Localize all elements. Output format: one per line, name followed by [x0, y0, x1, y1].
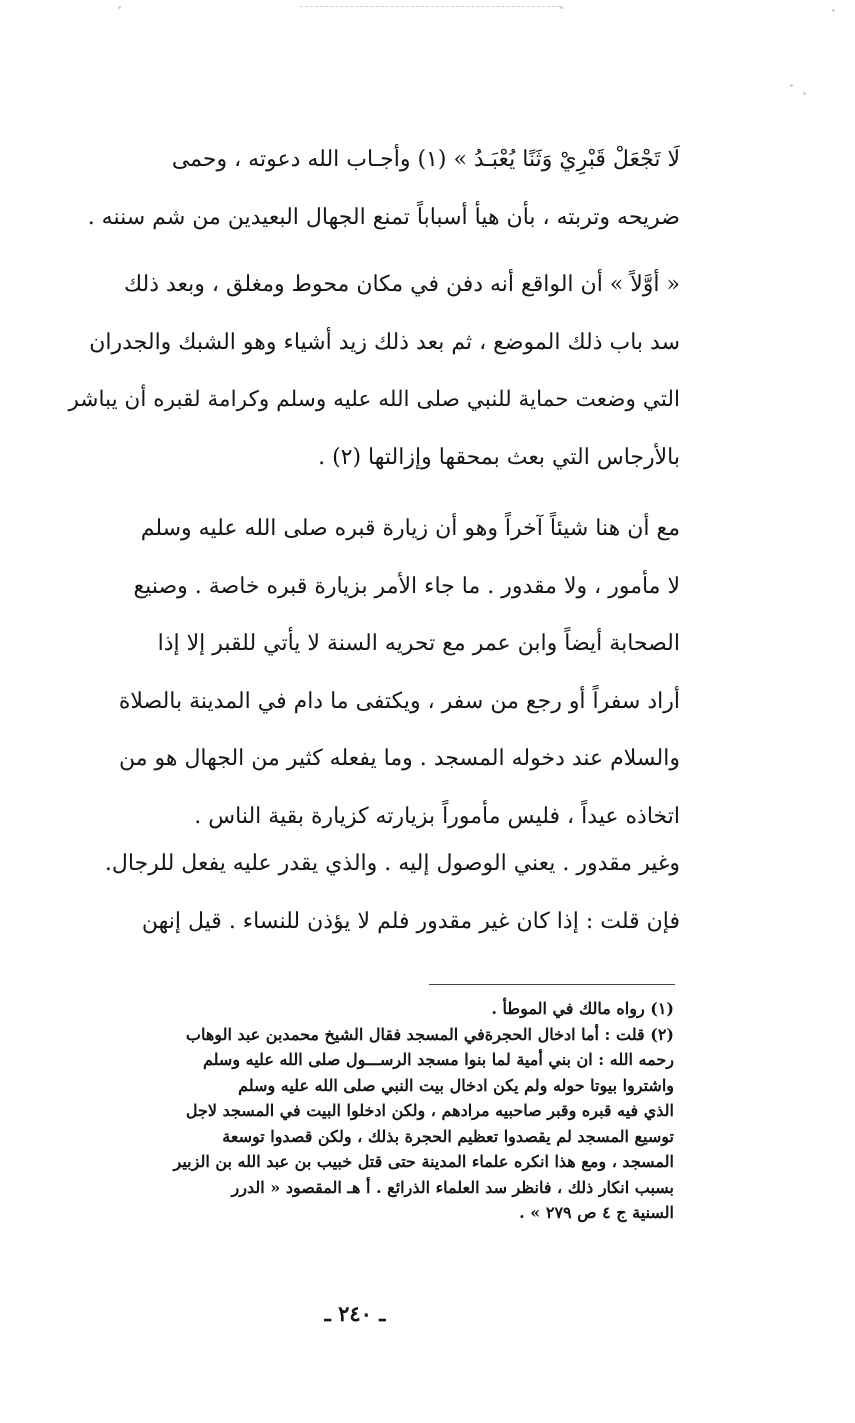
paragraph-2	[62, 256, 680, 486]
footnote-line: واشتروا بيوتا حوله ولم يكن ادخال بيت النبي صلى الله عليه وسلم	[238, 1075, 674, 1095]
footnote-line: السنية ج ٤ ص ٢٧٩ » .	[519, 1203, 674, 1222]
footnote-separator	[429, 984, 675, 985]
text-line: مع أن هنا شيئاً آخراً وهو أن زيارة قبره صلى الله عليه وسلم	[140, 516, 680, 541]
text-line: التي وضعت حماية للنبي صلى الله عليه وسلم وكرامة لقبره أن يباشر	[68, 387, 680, 412]
footnote-line: توسيع المسجد لم يقصدوا تعظيم الحجرة بذلك ، ولكن قصدوا توسعة	[222, 1126, 674, 1146]
footnote-line: بسبب انكار ذلك ، فانظر سد العلماء الذرائع . أ هـ المقصود « الدرر	[231, 1177, 674, 1197]
paragraph-1	[62, 131, 680, 246]
text-line: سد باب ذلك الموضع ، ثم بعد ذلك زيد أشياء وهو الشبك والجدران	[89, 329, 680, 355]
text-line: ضريحه وتربته ، بأن هيأ أسباباً تمنع الجهال البعيدين من شم سننه .	[87, 204, 680, 230]
scan-speck	[832, 9, 835, 12]
scan-speck	[803, 92, 806, 95]
paragraph-3	[62, 500, 680, 845]
text-line: اتخاذه عيداً ، فليس مأموراً بزيارته كزيارة بقية الناس .	[194, 803, 680, 829]
scan-speck	[560, 6, 563, 9]
footnotes	[62, 996, 674, 1226]
paragraph-4	[62, 835, 680, 950]
footnote-line: رحمه الله : ان بني أمية لما بنوا مسجد الرســـول صلى الله عليه وسلم	[202, 1050, 674, 1069]
page-number: ـ ٢٤٠ ـ	[324, 1301, 386, 1326]
scan-speck	[790, 84, 793, 87]
text-line: أراد سفراً أو رجع من سفر ، ويكتفى ما دام في المدينة بالصلاة	[118, 688, 680, 714]
text-line: وغير مقدور . يعني الوصول إليه . والذي يقدر عليه يفعل للرجال.	[104, 851, 680, 876]
text-line: فإن قلت : إذا كان غير مقدور فلم لا يؤذن للنساء . قيل إنهن	[141, 908, 680, 934]
text-line: « أوَّلاً » أن الواقع أنه دفن في مكان محوط ومغلق ، وبعد ذلك	[123, 272, 680, 297]
scan-speck	[118, 6, 121, 9]
footnote-line: (٢) قلت : أما ادخال الحجرةفي المسجد فقال الشيخ محمدبن عبد الوهاب	[185, 1024, 674, 1044]
text-line: الصحابة أيضاً وابن عمر مع تحريه السنة لا يأتي للقبر إلا إذا	[157, 631, 680, 656]
footnote-line: الذي فيه قبره وقبر صاحبيه مرادهم ، ولكن ادخلوا البيت في المسجد لاجل	[185, 1101, 674, 1120]
text-line: لا مأمور ، ولا مقدور . ما جاء الأمر بزيارة قبره خاصة . وصنيع	[133, 573, 680, 599]
top-edge-dashes	[300, 6, 560, 8]
footnote-line: المسجد ، ومع هذا انكره علماء المدينة حتى قتل خبيب بن عبد الله بن الزبير	[173, 1152, 674, 1171]
text-line: لَا تَجْعَلْ قَبْرِيْ وَثَنًا يُعْبَـدُ » (١) وأجـاب الله دعوته ، وحمى	[171, 147, 680, 172]
footnote-line: (١) رواه مالك في الموطأ .	[491, 999, 674, 1018]
text-line: والسلام عند دخوله المسجد . وما يفعله كثير من الجهال هو من	[118, 746, 680, 771]
text-line: بالأرجاس التي بعث بمحقها وإزالتها (٢) .	[318, 444, 680, 470]
